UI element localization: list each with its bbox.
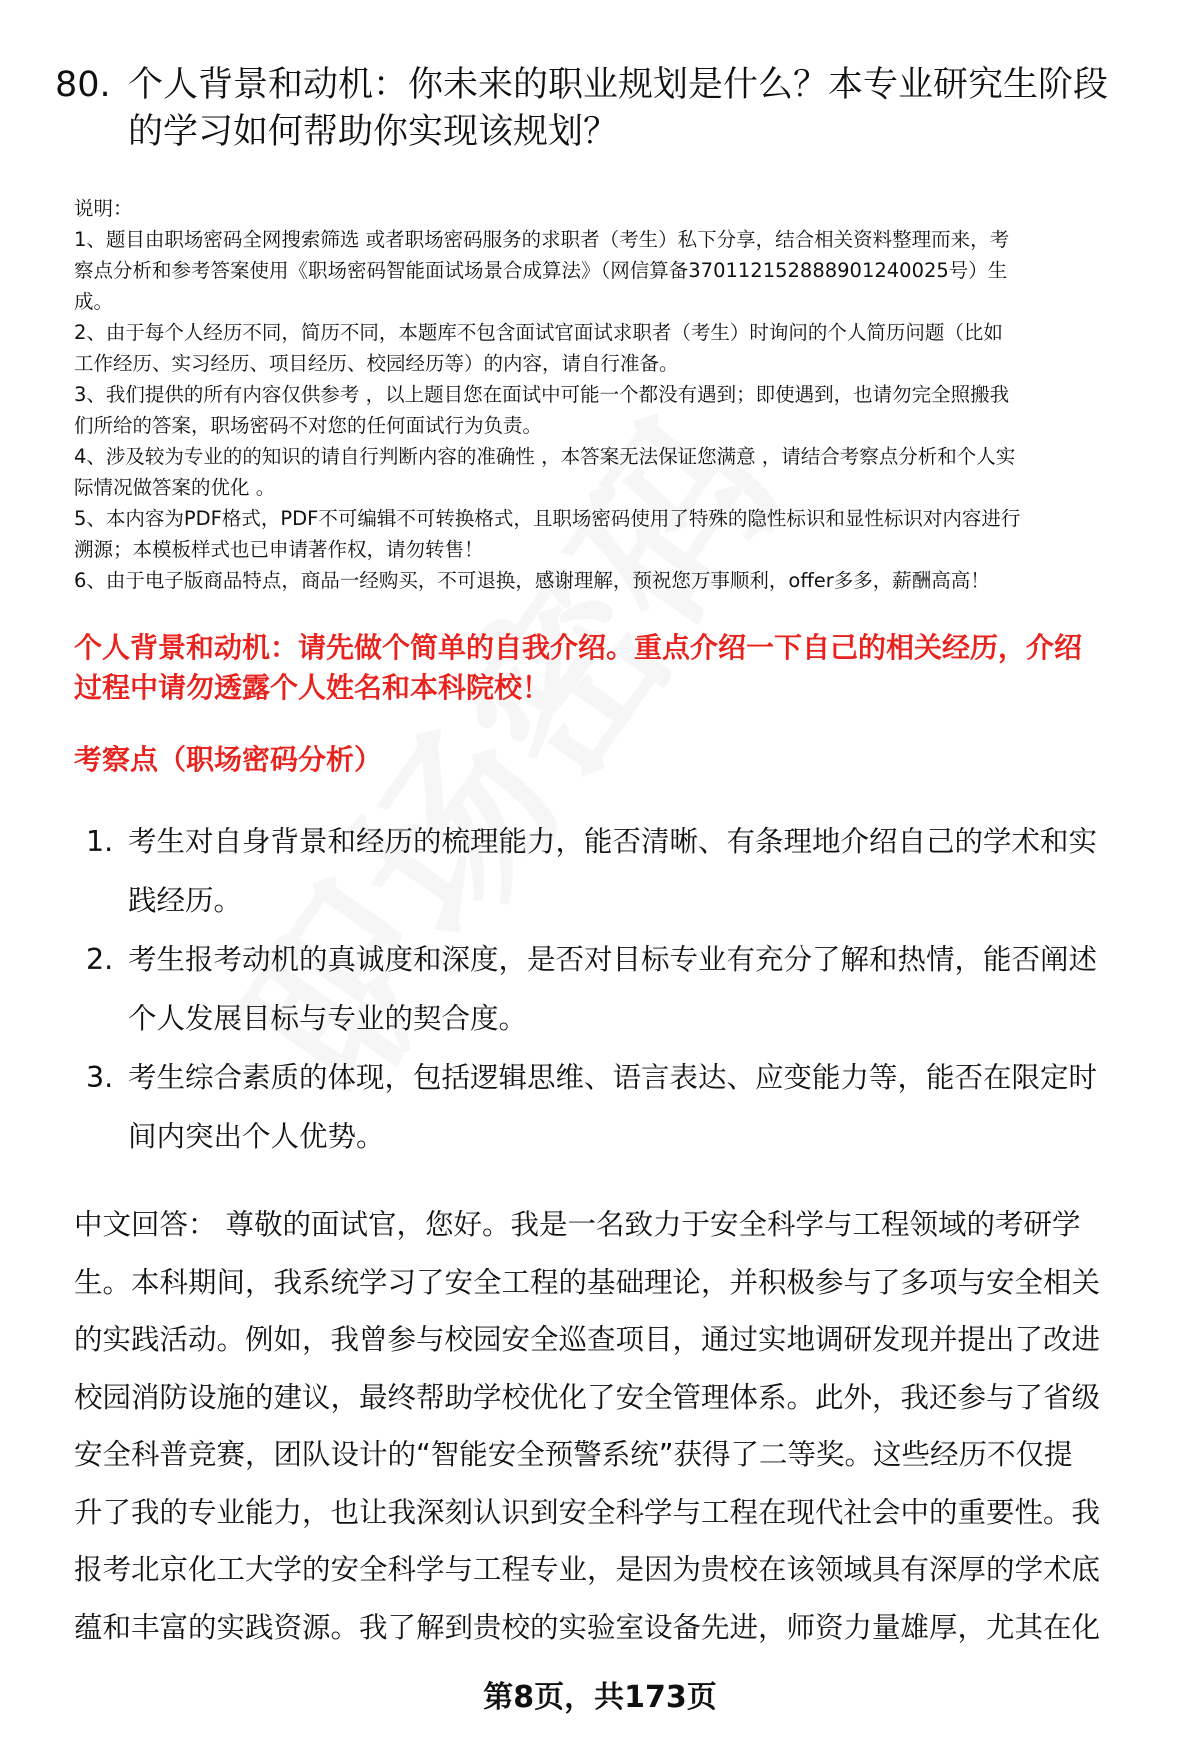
list-item <box>0 812 1200 930</box>
analysis-list <box>0 812 1200 1166</box>
item-number: 3. <box>86 1061 114 1094</box>
answer-line: 生。本科期间，我系统学习了安全工程的基础理论，并积极参与了多项与安全相关 <box>74 1265 1101 1299</box>
notes-line: 成。 <box>74 290 114 313</box>
notes-line: 际情况做答案的优化 。 <box>74 476 276 499</box>
title-line: 个人背景和动机：你未来的职业规划是什么？本专业研究生阶段 <box>128 65 1109 105</box>
notes-line: 工作经历、实习经历、项目经历、校园经历等）的内容，请自行准备。 <box>74 352 679 375</box>
title-line: 的学习如何帮助你实现该规划？ <box>128 112 619 152</box>
notes-line: 4、涉及较为专业的的知识的请自行判断内容的准确性 ，本答案无法保证您满意 ，请结合考察点分析和个人实 <box>74 445 1016 468</box>
item-line: 个人发展目标与专业的契合度。 <box>128 1002 528 1035</box>
answer-line: 蕴和丰富的实践资源。我了解到贵校的实验室设备先进，师资力量雄厚，尤其在化 <box>74 1610 1101 1644</box>
item-line: 践经历。 <box>128 884 243 917</box>
item-number: 2. <box>86 943 114 976</box>
answer-line: 安全科普竞赛，团队设计的“智能安全预警系统”获得了二等奖。这些经历不仅提 <box>74 1438 1073 1471</box>
notes-line: 5、本内容为PDF格式，PDF不可编辑不可转换格式，且职场密码使用了特殊的隐性标识和显性标识对内容进行 <box>74 507 1021 530</box>
question-title <box>55 62 1165 156</box>
notes-line: 察点分析和参考答案使用《职场密码智能面试场景合成算法》（网信算备370112152888901240025号）生 <box>74 259 1008 282</box>
notes-line: 说明： <box>74 197 133 220</box>
notes-line: 溯源；本模板样式也已申请著作权，请勿转售！ <box>74 538 484 561</box>
answer-section <box>74 1196 1174 1656</box>
notes-line: 3、我们提供的所有内容仅供参考 ，以上题目您在面试中可能一个都没有遇到；即使遇到，也请勿完全照搬我 <box>74 383 1010 406</box>
notes-line: 2、由于每个人经历不同，简历不同，本题库不包含面试官面试求职者（考生）时询问的个人简历问题（比如 <box>74 321 1003 344</box>
answer-line: 升了我的专业能力，也让我深刻认识到安全科学与工程在现代社会中的重要性。我 <box>74 1495 1101 1529</box>
answer-line: 报考北京化工大学的安全科学与工程专业，是因为贵校在该领域具有深厚的学术底 <box>74 1553 1101 1586</box>
answer-line: 的实践活动。例如，我曾参与校园安全巡查项目，通过实地调研发现并提出了改进 <box>74 1323 1101 1356</box>
item-line: 间内突出个人优势。 <box>128 1120 385 1153</box>
item-line: 考生报考动机的真诚度和深度，是否对目标专业有充分了解和热情，能否阐述 <box>128 943 1098 976</box>
analysis-heading: 考察点（职场密码分析） <box>74 743 383 776</box>
list-item <box>0 1048 1200 1166</box>
prompt-line: 个人背景和动机：请先做个简单的自我介绍。重点介绍一下自己的相关经历，介绍 <box>74 631 1083 664</box>
page-number: 第8页，共173页 <box>483 1680 717 1715</box>
item-line: 考生对自身背景和经历的梳理能力，能否清晰、有条理地介绍自己的学术和实 <box>128 825 1098 858</box>
notes-line: 们所给的答案，职场密码不对您的任何面试行为负责。 <box>74 414 543 437</box>
answer-line: 中文回答： 尊敬的面试官，您好。我是一名致力于安全科学与工程领域的考研学 <box>74 1208 1081 1241</box>
item-number: 1. <box>86 825 114 858</box>
item-line: 考生综合素质的体现，包括逻辑思维、语言表达、应变能力等，能否在限定时 <box>128 1061 1098 1094</box>
notes-line: 1、题目由职场密码全网搜索筛选 或者职场密码服务的求职者（考生）私下分享，结合相关资料整理而来，考 <box>74 228 1010 251</box>
question-number: 80. <box>55 65 111 105</box>
notes-section <box>74 193 1159 596</box>
notes-line: 6、由于电子版商品特点，商品一经购买，不可退换，感谢理解，预祝您万事顺利，offer多多，薪酬高高！ <box>74 569 990 592</box>
prompt-line: 过程中请勿透露个人姓名和本科院校！ <box>74 671 551 704</box>
list-item <box>0 930 1200 1048</box>
question-prompt <box>74 628 1164 708</box>
answer-line: 校园消防设施的建议，最终帮助学校优化了安全管理体系。此外，我还参与了省级 <box>74 1380 1101 1414</box>
